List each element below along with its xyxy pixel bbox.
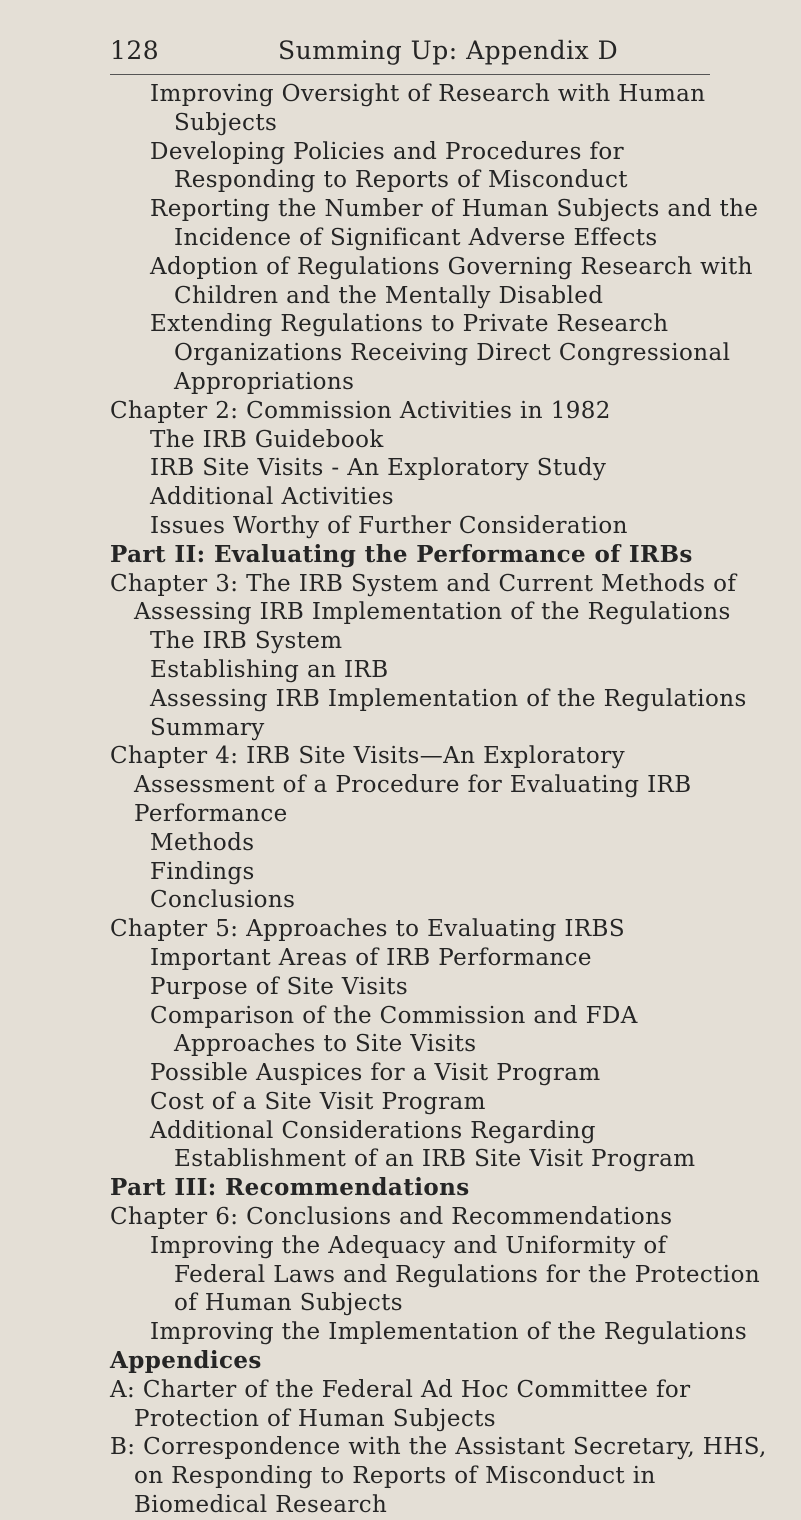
toc-entry-line: Methods (150, 829, 255, 856)
toc-entry-line: Appropriations (174, 368, 355, 395)
toc-entry-line: IRB Site Visits - An Exploratory Study (150, 455, 607, 482)
toc-chapter-line: A: Charter of the Federal Ad Hoc Committee for (110, 1376, 691, 1403)
header-rule (110, 74, 710, 75)
toc-entry-line: Improving Oversight of Research with Human (150, 81, 706, 107)
toc-chapter-line: Chapter 4: IRB Site Visits—An Exploratory (110, 743, 625, 770)
toc-entry-line: The IRB Guidebook (150, 426, 384, 453)
toc-entry-line: Children and the Mentally Disabled (174, 282, 604, 309)
toc-entry-line: Purpose of Site Visits (150, 973, 409, 1000)
toc-part-heading: Appendices (110, 1347, 262, 1375)
toc-chapter-line: Chapter 2: Commission Activities in 1982 (110, 397, 611, 424)
toc-entry-line: Conclusions (150, 887, 296, 914)
toc-entry-line: Issues Worthy of Further Consideration (150, 512, 628, 539)
toc-entry-line: Organizations Receiving Direct Congressional (174, 340, 731, 367)
toc-entry-line: Subjects (174, 109, 278, 136)
table-of-contents (110, 80, 767, 1520)
toc-entry-line: Assessing IRB Implementation of the Regulations (150, 685, 747, 712)
toc-chapter-line: Chapter 3: The IRB System and Current Methods of (110, 570, 737, 597)
toc-entry-line: Improving the Adequacy and Uniformity of (150, 1232, 667, 1259)
toc-entry-line: Establishment of an IRB Site Visit Program (174, 1146, 696, 1173)
toc-entry-line: Comparison of the Commission and FDA (150, 1002, 638, 1029)
toc-part-heading: Part II: Evaluating the Performance of IRBs (110, 540, 693, 568)
page-number: 128 (110, 36, 160, 65)
toc-entry-line: Incidence of Significant Adverse Effects (174, 224, 658, 251)
toc-entry-line: Summary (150, 714, 265, 741)
toc-entry-line: on Responding to Reports of Misconduct in (134, 1463, 656, 1490)
toc-entry-line: Performance (134, 800, 288, 827)
toc-part-heading: Part III: Recommendations (110, 1174, 470, 1202)
toc-entry-line: Assessment of a Procedure for Evaluating IRB (134, 772, 692, 799)
toc-entry-line: Adoption of Regulations Governing Research with (150, 253, 753, 280)
toc-entry-line: Cost of a Site Visit Program (150, 1088, 486, 1115)
toc-entry-line: Developing Policies and Procedures for (150, 138, 625, 165)
toc-entry-line: of Human Subjects (174, 1290, 403, 1317)
toc-entry-line: Federal Laws and Regulations for the Protection (174, 1261, 761, 1288)
toc-chapter-line: Chapter 5: Approaches to Evaluating IRBS (110, 916, 626, 943)
running-title: Summing Up: Appendix D (278, 36, 619, 65)
toc-entry-line: Improving the Implementation of the Regulations (150, 1319, 748, 1346)
toc-entry-line: Important Areas of IRB Performance (150, 944, 592, 971)
toc-entry-line: Additional Activities (150, 484, 394, 511)
toc-entry-line: Establishing an IRB (150, 656, 389, 683)
toc-entry-line: Approaches to Site Visits (174, 1031, 477, 1058)
toc-chapter-line: B: Correspondence with the Assistant Secretary, HHS, (110, 1434, 767, 1461)
toc-chapter-line: Chapter 6: Conclusions and Recommendations (110, 1204, 673, 1231)
toc-entry-line: Findings (150, 858, 255, 885)
toc-entry-line: Possible Auspices for a Visit Program (150, 1060, 601, 1087)
toc-entry-line: Extending Regulations to Private Research (150, 311, 669, 338)
toc-entry-line: The IRB System (150, 628, 343, 655)
toc-entry-line: Reporting the Number of Human Subjects and the (150, 196, 759, 223)
toc-entry-line: Responding to Reports of Misconduct (174, 167, 628, 194)
running-header (0, 36, 801, 76)
toc-entry-line: Biomedical Research (134, 1492, 388, 1519)
toc-entry-line: Assessing IRB Implementation of the Regulations (134, 599, 731, 626)
toc-entry-line: Protection of Human Subjects (134, 1405, 496, 1432)
toc-entry-line: Additional Considerations Regarding (150, 1117, 596, 1144)
